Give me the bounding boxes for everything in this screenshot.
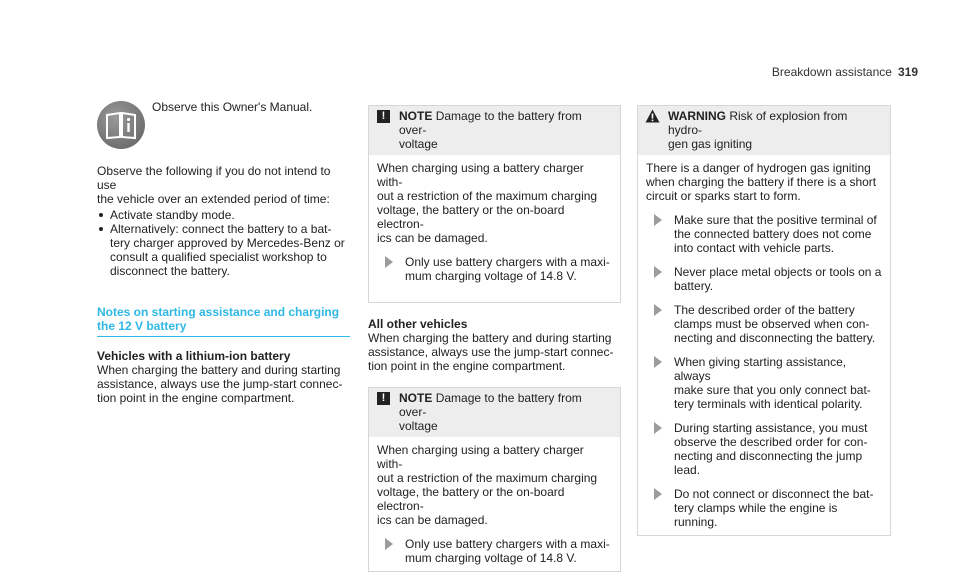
warning-keyword: WARNING xyxy=(668,109,726,123)
action-item xyxy=(646,303,882,345)
note-text xyxy=(377,161,612,245)
text-line: tery clamps while the engine is running. xyxy=(674,501,838,529)
text-line: observe the described order for con- xyxy=(674,435,868,449)
text-line: Damage to the battery from over- xyxy=(399,109,582,137)
exclamation-icon: ! xyxy=(377,110,390,123)
text-line: when charging the battery if there is a short xyxy=(646,175,877,189)
page-number: 319 xyxy=(897,65,918,79)
intro-paragraph xyxy=(97,164,350,206)
text-line: tion point in the engine compartment. xyxy=(97,391,295,405)
text-line: voltage xyxy=(399,137,438,151)
warning-triangle-icon xyxy=(645,109,660,123)
warning-header xyxy=(638,106,890,155)
text-line: Alternatively: connect the battery to a bat- xyxy=(110,222,332,236)
text-line: During starting assistance, you must xyxy=(674,421,868,435)
text-line: make sure that you only connect bat- xyxy=(674,383,871,397)
note-body xyxy=(369,155,620,302)
manual-book-icon xyxy=(97,101,145,149)
sub-heading: All other vehicles xyxy=(368,317,468,331)
note-header xyxy=(369,388,620,437)
arrow-right-icon xyxy=(654,488,662,500)
text-line: assistance, always use the jump-start connec- xyxy=(368,345,614,359)
text-line: voltage, the battery or the on-board electron- xyxy=(377,203,565,231)
action-item xyxy=(377,255,612,283)
text-line: disconnect the battery. xyxy=(110,264,230,278)
text-line: tery charger approved by Mercedes-Benz or xyxy=(110,236,345,250)
text-line: tery terminals with identical polarity. xyxy=(674,397,863,411)
text-line: Only use battery chargers with a maxi- xyxy=(405,255,610,269)
text-line: When charging the battery and during starting xyxy=(368,331,612,345)
text-line: consult a qualified specialist workshop to xyxy=(110,250,327,264)
note-text xyxy=(377,443,612,527)
text-line: necting and disconnecting the jump xyxy=(674,449,863,463)
action-item xyxy=(646,213,882,255)
column-2 xyxy=(368,105,621,572)
text-line: mum charging voltage of 14.8 V. xyxy=(405,269,577,283)
other-paragraph xyxy=(368,331,621,373)
text-line: the vehicle over an extended period of time: xyxy=(97,192,330,206)
note-box-1 xyxy=(368,105,621,303)
text-line: assistance, always use the jump-start connec- xyxy=(97,377,343,391)
text-line: necting and disconnecting the battery. xyxy=(674,331,876,345)
warning-body xyxy=(638,155,890,535)
text-line: Observe the following if you do not intend to use xyxy=(97,164,331,192)
text-line: clamps must be observed when con- xyxy=(674,317,870,331)
arrow-right-icon xyxy=(654,422,662,434)
text-line: When charging using a battery charger with- xyxy=(377,443,584,471)
note-header xyxy=(369,106,620,155)
lithium-paragraph xyxy=(97,363,350,405)
text-line: ics can be damaged. xyxy=(377,513,488,527)
arrow-right-icon xyxy=(654,266,662,278)
text-line: The described order of the battery xyxy=(674,303,855,317)
text-line: Activate standby mode. xyxy=(110,208,235,222)
warning-text xyxy=(646,161,882,203)
sub-heading: Vehicles with a lithium-ion battery xyxy=(97,349,291,363)
arrow-right-icon xyxy=(385,256,393,268)
action-item xyxy=(646,421,882,477)
text-line: the connected battery does not come xyxy=(674,227,872,241)
text-line: When giving starting assistance, always xyxy=(674,355,847,383)
text-line: out a restriction of the maximum charging xyxy=(377,189,598,203)
page-header xyxy=(772,65,918,79)
column-1 xyxy=(97,100,350,405)
arrow-right-icon xyxy=(654,356,662,368)
note-body xyxy=(369,437,620,571)
text-line: mum charging voltage of 14.8 V. xyxy=(405,551,577,565)
action-item xyxy=(377,537,612,565)
action-item xyxy=(646,487,882,529)
note-keyword: NOTE xyxy=(399,109,433,123)
text-line: ics can be damaged. xyxy=(377,231,488,245)
text-line: circuit or sparks start to form. xyxy=(646,189,801,203)
text-line: battery. xyxy=(674,279,714,293)
arrow-right-icon xyxy=(654,214,662,226)
list-item xyxy=(97,222,350,278)
manual-text: Observe this Owner's Manual. xyxy=(152,100,313,114)
warning-box xyxy=(637,105,891,536)
text-line: into contact with vehicle parts. xyxy=(674,241,835,255)
text-line: gen gas igniting xyxy=(668,137,753,151)
text-line: Risk of explosion from hydro- xyxy=(668,109,848,137)
text-line: tion point in the engine compartment. xyxy=(368,359,566,373)
text-line: Do not connect or disconnect the bat- xyxy=(674,487,874,501)
bullet-list xyxy=(97,208,350,278)
arrow-right-icon xyxy=(385,538,393,550)
text-line: Damage to the battery from over- xyxy=(399,391,582,419)
text-line: Never place metal objects or tools on a xyxy=(674,265,882,279)
text-line: There is a danger of hydrogen gas igniting xyxy=(646,161,871,175)
text-line: voltage, the battery or the on-board electron- xyxy=(377,485,565,513)
column-3 xyxy=(637,105,891,536)
action-item xyxy=(646,355,882,411)
text-line: the 12 V battery xyxy=(97,319,187,333)
action-item xyxy=(646,265,882,293)
text-line: Only use battery chargers with a maxi- xyxy=(405,537,610,551)
manual-notice xyxy=(97,100,350,150)
text-line: out a restriction of the maximum charging xyxy=(377,471,598,485)
text-line: voltage xyxy=(399,419,438,433)
text-line: lead. xyxy=(674,463,701,477)
section-heading xyxy=(97,305,350,337)
arrow-right-icon xyxy=(654,304,662,316)
note-box-2 xyxy=(368,387,621,572)
text-line: Notes on starting assistance and charging xyxy=(97,305,340,319)
text-line: Make sure that the positive terminal of xyxy=(674,213,877,227)
chapter-title: Breakdown assistance xyxy=(771,65,892,79)
text-line: When charging the battery and during starting xyxy=(97,363,341,377)
exclamation-icon: ! xyxy=(377,392,390,405)
text-line: When charging using a battery charger with- xyxy=(377,161,584,189)
list-item xyxy=(97,208,350,222)
note-keyword: NOTE xyxy=(399,391,433,405)
